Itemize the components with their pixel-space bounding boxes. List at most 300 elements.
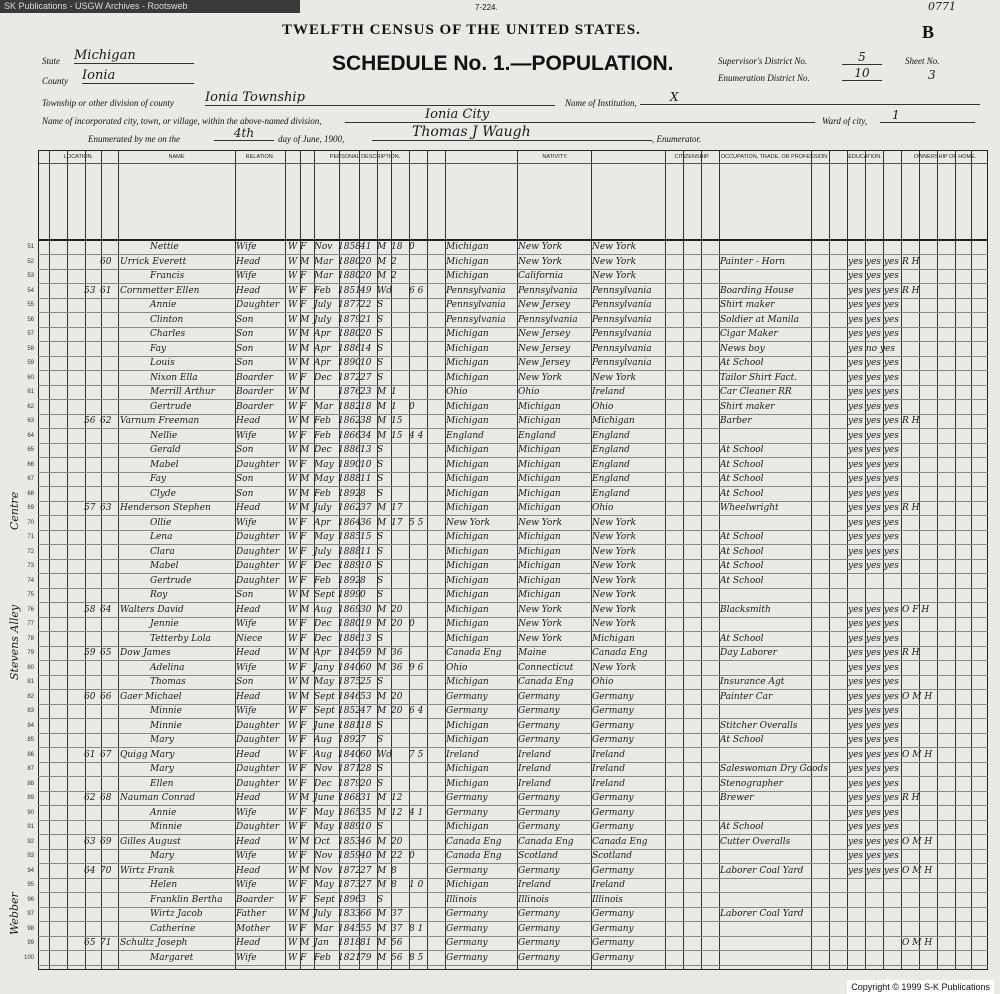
cell-ms: M [377, 416, 387, 426]
cell-rel: Wife [236, 619, 257, 629]
form-number: 7-224. [475, 3, 498, 12]
cell-name: Mary [150, 735, 174, 745]
cell-edu: yes yes yes [848, 488, 899, 499]
supervisor-label: Supervisor's District No. [718, 56, 808, 66]
cell-mb: New York [592, 517, 637, 528]
cell-ms: S [377, 459, 384, 470]
sheet-label: Sheet No. [905, 56, 940, 66]
cell-mb: New York [592, 619, 637, 629]
cell-cs: W F [288, 735, 307, 745]
cell-fb: Ireland [518, 778, 551, 789]
cell-mb: Ohio [592, 503, 614, 513]
cell-pb: Germany [446, 793, 488, 803]
cell-cs: W F [288, 807, 307, 818]
cell-pb: Germany [446, 923, 488, 934]
row-divider [38, 965, 988, 966]
cell-cs: W F [288, 633, 307, 644]
cell-fb: Illinois [518, 894, 549, 905]
cell-yr: 1886 [338, 633, 361, 644]
cell-cs: W F [288, 459, 307, 470]
street-note-webber: Webber [8, 892, 21, 935]
cell-yrs: 1 [391, 401, 397, 412]
cell-pb: Michigan [446, 445, 489, 455]
cell-pb: Michigan [446, 880, 489, 890]
cell-occ: Brewer [720, 793, 754, 803]
header-name: NAME [168, 154, 185, 160]
cell-fam: 65 [100, 648, 112, 658]
census-title: TWELFTH CENSUS OF THE UNITED STATES. [282, 22, 641, 38]
township-value: Ionia Township [205, 90, 555, 106]
cell-rel: Head [236, 416, 261, 426]
cell-ms: M [377, 923, 387, 934]
cell-rel: Wife [236, 271, 257, 281]
cell-pb: Michigan [446, 242, 489, 252]
cell-own: R H [902, 793, 920, 803]
cell-house: 62 [84, 793, 96, 803]
line-number: 62 [27, 403, 34, 410]
table-row [27, 545, 988, 560]
cell-pb: New York [446, 517, 491, 528]
cell-cs: W M [288, 387, 310, 397]
cell-rel: Wife [236, 430, 257, 441]
cell-pb: Michigan [446, 677, 489, 687]
cell-fb: Michigan [518, 575, 561, 586]
cell-occ: Laborer Coal Yard [720, 909, 804, 919]
cell-yr: 1886 [338, 343, 361, 354]
header-location: LOCATION. [63, 154, 94, 160]
cell-name: Varnum Freeman [120, 416, 200, 426]
cell-mo: May [314, 459, 334, 470]
cell-rel: Son [236, 358, 254, 368]
cell-age: 15 [360, 532, 372, 542]
cell-mo: Feb [314, 575, 331, 586]
cell-age: 11 [360, 474, 372, 484]
line-number: 71 [27, 534, 34, 540]
cell-ch: 4 4 [409, 430, 424, 441]
cell-occ: At School [720, 822, 764, 832]
cell-mb: Germany [592, 793, 634, 803]
cell-rel: Head [236, 793, 261, 803]
cell-mb: Germany [592, 909, 634, 919]
institution-value: X [640, 90, 980, 105]
table-row [27, 255, 988, 270]
cell-name: Minnie [150, 706, 182, 716]
table-row [27, 443, 988, 458]
cell-edu: yes yes yes [848, 793, 899, 803]
cell-ms: Wd [377, 285, 393, 296]
cell-fb: Germany [518, 938, 560, 948]
table-row [27, 733, 988, 748]
cell-own: R H [902, 416, 920, 426]
cell-ms: M [377, 691, 387, 702]
cell-pb: Michigan [446, 590, 489, 600]
cell-mo: Aug [314, 604, 333, 615]
cell-age: 21 [360, 314, 372, 325]
cell-yr: 1896 [338, 894, 361, 905]
cell-ms: M [377, 242, 387, 252]
cell-ch: 5 5 [409, 517, 424, 528]
cell-ch: 9 6 [409, 662, 424, 673]
cell-mb: New York [592, 546, 637, 557]
cell-own: O F H [902, 604, 930, 615]
cell-cs: W M [288, 938, 310, 948]
table-row [27, 342, 988, 357]
cell-cs: W M [288, 488, 310, 499]
cell-mo: Feb [314, 416, 331, 426]
cell-name: Wirtz Jacob [150, 909, 203, 919]
cell-cs: W M [288, 590, 310, 600]
cell-mb: Scotland [592, 851, 633, 861]
cell-occ: Boarding House [720, 285, 794, 296]
cell-ms: M [377, 952, 387, 963]
line-number: 54 [27, 287, 34, 294]
cell-name: Lena [150, 532, 173, 542]
cell-ms: M [377, 387, 387, 397]
cell-edu: yes yes yes [848, 401, 899, 412]
cell-rel: Boarder [236, 401, 274, 412]
table-row [27, 501, 988, 516]
cell-occ: Shirt maker [720, 401, 775, 412]
cell-mb: Pennsylvania [592, 285, 652, 296]
cell-fb: Germany [518, 793, 560, 803]
cell-ch: 8 5 [409, 952, 424, 963]
cell-cs: W F [288, 532, 307, 542]
cell-pb: Germany [446, 807, 488, 818]
line-number: 94 [27, 867, 34, 874]
cell-mo: Nov [314, 865, 333, 876]
cell-yr: 1840 [338, 648, 361, 658]
cell-cs: W M [288, 343, 310, 354]
cell-fb: Michigan [518, 416, 561, 426]
line-number: 51 [27, 244, 34, 250]
cell-name: Mary [150, 851, 174, 861]
cell-cs: W F [288, 851, 307, 861]
table-row [27, 269, 988, 284]
cell-edu: yes yes yes [848, 517, 899, 528]
cell-yr: 1879 [338, 314, 361, 325]
cell-occ: Laborer Coal Yard [720, 865, 804, 876]
cell-yrs: 20 [391, 604, 403, 615]
table-row [27, 559, 988, 574]
cell-name: Gertrude [150, 575, 192, 586]
line-number: 82 [27, 693, 34, 700]
cell-mb: New York [592, 590, 637, 600]
cell-rel: Wife [236, 517, 257, 528]
cell-edu: yes yes yes [848, 865, 899, 876]
cell-fb: New Jersey [518, 343, 571, 354]
cell-own: O M H [902, 865, 933, 876]
cell-own: O M H [902, 836, 933, 847]
cell-yr: 1890 [338, 459, 361, 470]
cell-edu: yes yes yes [848, 735, 899, 745]
cell-pb: Michigan [446, 720, 489, 731]
cell-yr: 1869 [338, 604, 361, 615]
cell-age: 20 [360, 271, 372, 281]
township-label: Township or other division of county [42, 98, 174, 108]
cell-mo: Sept [314, 590, 335, 600]
cell-rel: Wife [236, 880, 257, 890]
table-row [27, 690, 988, 705]
cell-pb: Germany [446, 706, 488, 716]
cell-edu: yes yes yes [848, 851, 899, 861]
cell-pb: Ohio [446, 387, 468, 397]
cell-cs: W M [288, 358, 310, 368]
cell-occ: At School [720, 532, 764, 542]
cell-rel: Head [236, 648, 261, 658]
line-number: 96 [27, 896, 34, 903]
line-number: 53 [27, 273, 34, 279]
line-number: 59 [27, 360, 34, 366]
cell-yr: 1852 [338, 706, 361, 716]
institution-label: Name of Institution, [565, 98, 637, 108]
cell-occ: Wheelwright [720, 503, 779, 513]
table-row [27, 922, 988, 937]
line-number: 100 [23, 954, 34, 961]
cell-edu: yes yes yes [848, 285, 899, 296]
cell-yr: 1880 [338, 619, 361, 629]
cell-cs: W F [288, 372, 307, 383]
cell-name: Annie [150, 807, 177, 818]
cell-edu: yes yes yes [848, 459, 899, 470]
cell-yr: 1840 [338, 749, 361, 760]
table-row [27, 487, 988, 502]
header-citizenship: CITIZENSHIP. [674, 154, 710, 160]
cell-ms: M [377, 619, 387, 629]
cell-edu: yes yes yes [848, 546, 899, 557]
cell-edu: yes yes yes [848, 300, 899, 310]
cell-rel: Son [236, 590, 254, 600]
cell-mb: Germany [592, 952, 634, 963]
cell-yr: 1882 [338, 401, 361, 412]
cell-mo: Nov [314, 764, 333, 774]
line-number: 68 [27, 490, 34, 497]
cell-fb: Germany [518, 822, 560, 832]
cell-pb: Pennsylvania [446, 285, 506, 296]
cell-ch: 8 1 [409, 923, 424, 934]
cell-fb: Michigan [518, 503, 561, 513]
cell-edu: yes yes yes [848, 691, 899, 702]
cell-rel: Daughter [236, 459, 280, 470]
cell-edu: yes yes yes [848, 764, 899, 774]
table-row [27, 298, 988, 313]
cell-name: Helen [150, 880, 178, 890]
cell-pb: Pennsylvania [446, 314, 506, 325]
cell-yr: 1873 [338, 880, 361, 890]
cell-edu: yes yes yes [848, 778, 899, 789]
cell-age: 37 [360, 503, 372, 513]
cell-cs: W M [288, 256, 310, 267]
cell-fb: Germany [518, 691, 560, 702]
cell-yr: 1864 [338, 517, 361, 528]
cell-mo: Dec [314, 778, 332, 789]
cell-ch: 6 4 [409, 706, 424, 716]
cell-fb: Canada Eng [518, 677, 574, 687]
cell-fb: Pennsylvania [518, 285, 578, 296]
cell-house: 63 [84, 836, 96, 847]
cell-cs: W M [288, 503, 310, 513]
cell-occ: Stenographer [720, 778, 783, 789]
cell-yrs: 56 [391, 938, 403, 948]
cell-mo: Feb [314, 488, 331, 499]
cell-edu: yes yes yes [848, 822, 899, 832]
cell-name: Mary [150, 764, 174, 774]
cell-cs: W F [288, 822, 307, 832]
cell-mb: Ohio [592, 677, 614, 687]
cell-name: Franklin Bertha [150, 894, 223, 905]
cell-fb: Ireland [518, 764, 551, 774]
cell-age: 10 [360, 822, 372, 832]
cell-cs: W F [288, 880, 307, 890]
cell-name: Minnie [150, 720, 182, 731]
cell-occ: At School [720, 735, 764, 745]
cell-occ: Saleswoman Dry Goods [720, 764, 828, 774]
cell-age: 31 [360, 793, 372, 803]
cell-rel: Daughter [236, 822, 280, 832]
line-number: 78 [27, 635, 34, 642]
cell-mb: Germany [592, 822, 634, 832]
cell-pb: Canada Eng [446, 648, 502, 658]
cell-mo: Aug [314, 735, 333, 745]
cell-age: 46 [360, 836, 372, 847]
cell-mo: July [314, 546, 332, 557]
cell-age: 27 [360, 865, 372, 876]
line-number: 56 [27, 316, 34, 323]
cell-mb: New York [592, 271, 637, 281]
table-row [27, 820, 988, 835]
cell-cs: W M [288, 329, 310, 339]
day-value: 4th [214, 126, 274, 141]
cell-rel: Head [236, 256, 261, 267]
table-row [27, 675, 988, 690]
line-number: 77 [27, 621, 34, 627]
line-number: 97 [27, 911, 34, 917]
cell-ms: S [377, 546, 384, 557]
cell-fb: New York [518, 604, 563, 615]
cell-rel: Daughter [236, 778, 280, 789]
line-number: 69 [27, 505, 34, 511]
cell-pb: Michigan [446, 256, 489, 267]
cell-yr: 1853 [338, 836, 361, 847]
cell-yrs: 8 [391, 880, 397, 890]
cell-cs: W F [288, 575, 307, 586]
street-note-centre: Centre [8, 491, 21, 530]
page-stamp: 0771 [928, 0, 956, 13]
cell-cs: W F [288, 894, 307, 905]
line-number: 67 [27, 476, 34, 482]
cell-pb: Michigan [446, 372, 489, 383]
cell-age: 23 [360, 387, 372, 397]
cell-own: O M H [902, 749, 933, 760]
cell-rel: Head [236, 691, 261, 702]
table-row [27, 429, 988, 444]
cell-yrs: 2 [391, 271, 397, 281]
cell-mb: New York [592, 242, 637, 252]
cell-fb: Michigan [518, 546, 561, 557]
cell-rel: Head [236, 749, 261, 760]
cell-mb: Pennsylvania [592, 358, 652, 368]
cell-yrs: 17 [391, 517, 403, 528]
cell-yr: 1889 [338, 822, 361, 832]
cell-mb: Ireland [592, 387, 625, 397]
cell-edu: yes yes yes [848, 430, 899, 441]
cell-ms: M [377, 401, 387, 412]
cell-age: 14 [360, 343, 372, 354]
cell-age: 11 [360, 546, 372, 557]
cell-yr: 1821 [338, 952, 361, 963]
cell-yr: 1859 [338, 851, 361, 861]
cell-edu: yes yes yes [848, 445, 899, 455]
cell-yrs: 12 [391, 793, 403, 803]
cell-mo: Nov [314, 851, 333, 861]
cell-house: 59 [84, 648, 96, 658]
cell-cs: W F [288, 271, 307, 281]
cell-yr: 1890 [338, 358, 361, 368]
cell-yrs: 1 [391, 387, 397, 397]
cell-fb: Germany [518, 865, 560, 876]
line-number: 65 [27, 447, 34, 453]
cell-age: 19 [360, 619, 372, 629]
cell-mo: Dec [314, 445, 332, 455]
line-number: 70 [27, 519, 34, 526]
cell-rel: Wife [236, 851, 257, 861]
cell-pb: Illinois [446, 894, 477, 905]
cell-name: Merrill Arthur [150, 387, 215, 397]
cell-fb: Michigan [518, 488, 561, 499]
cell-ms: M [377, 880, 387, 890]
cell-ms: S [377, 894, 384, 905]
cell-edu: yes yes yes [848, 619, 899, 629]
cell-age: 10 [360, 561, 372, 571]
cell-pb: Michigan [446, 329, 489, 339]
cell-occ: News boy [720, 343, 765, 354]
cell-mb: New York [592, 561, 637, 571]
cell-edu: yes yes yes [848, 532, 899, 542]
cell-mo: Oct [314, 836, 331, 847]
cell-age: 3 [360, 894, 366, 905]
cell-fb: Pennsylvania [518, 314, 578, 325]
cell-edu: yes yes yes [848, 256, 899, 267]
cell-fam: 66 [100, 691, 112, 702]
cell-yr: 1886 [338, 445, 361, 455]
cell-age: 40 [360, 851, 372, 861]
cell-ms: S [377, 633, 384, 644]
cell-mo: July [314, 909, 332, 919]
cell-pb: Michigan [446, 459, 489, 470]
cell-name: Adelina [150, 662, 185, 673]
cell-ms: S [377, 822, 384, 832]
cell-yrs: 8 [391, 865, 397, 876]
cell-yr: 1875 [338, 677, 361, 687]
cell-pb: Michigan [446, 546, 489, 557]
cell-cs: W M [288, 604, 310, 615]
cell-mo: Feb [314, 430, 331, 441]
cell-house: 64 [84, 865, 96, 876]
enumeration-label: Enumeration District No. [718, 73, 810, 83]
ward-label: Ward of city, [822, 116, 868, 126]
table-row [27, 849, 988, 864]
cell-rel: Head [236, 865, 261, 876]
cell-name: Quigg Mary [120, 749, 175, 760]
cell-ms: S [377, 677, 384, 687]
cell-cs: W F [288, 285, 307, 296]
line-number: 61 [27, 389, 34, 395]
cell-ms: S [377, 720, 384, 731]
cell-edu: yes yes yes [848, 271, 899, 281]
line-number: 84 [27, 722, 34, 729]
cell-pb: Germany [446, 938, 488, 948]
cell-mb: England [592, 430, 630, 441]
cell-name: Nellie [150, 430, 178, 441]
